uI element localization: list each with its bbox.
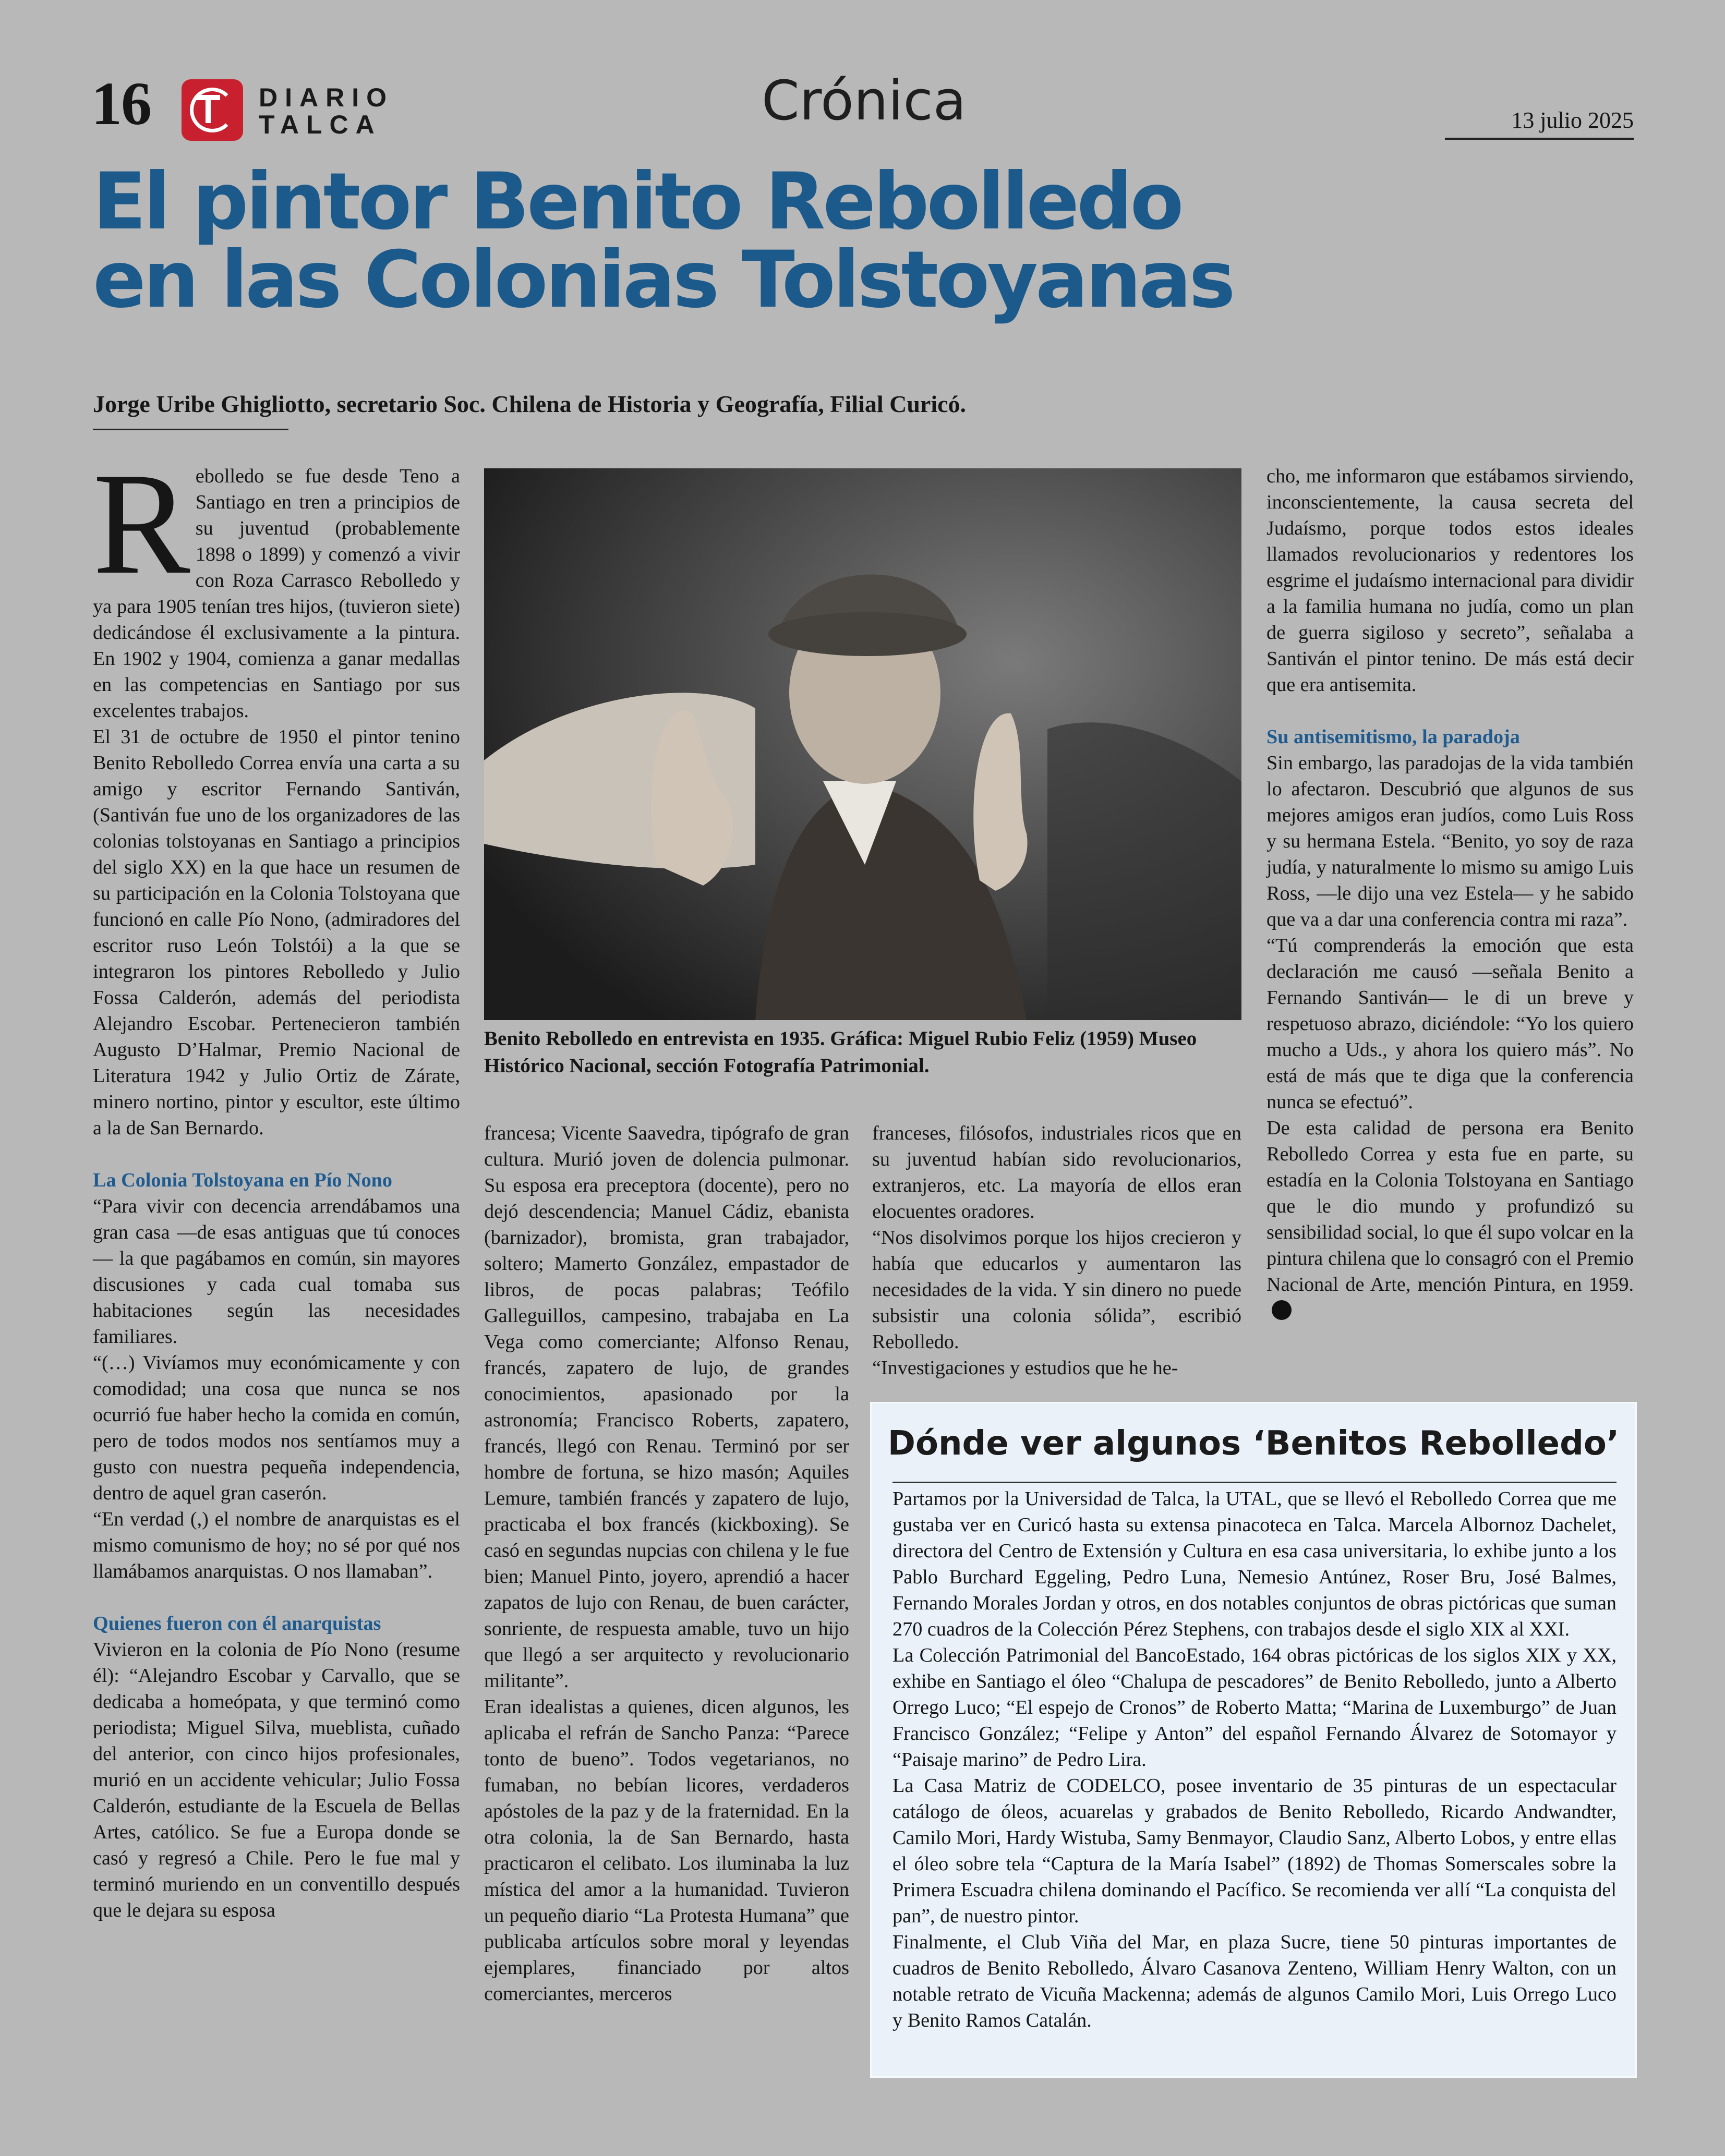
paragraph: cho, me informaron que estábamos sirviendo, inconscientemente, la causa secreta del Judaísmo, porque todos estos ideales llamados revolucionarios y redentores los esgrime el judaísmo internacional para dividir a la familia humana no judía, como un plan de guerra sigiloso y secreto”, señalaba a Santiván el pintor tenino. De más está decir que era antisemita. xyxy=(1266,465,1634,696)
paragraph: Sin embargo, las paradojas de la vida también lo afectaron. Descubrió que algunos de sus mejores amigos eran judíos, como Luis Ross y su hermana Estela. “Benito, yo soy de raza judía, y naturalmente lo mismo su amigo Luis Ross, —le dijo una vez Estela— y he sabido que va a dar una conferencia contra mi raza”. xyxy=(1266,752,1634,930)
drop-cap: R xyxy=(93,442,190,604)
byline-rule xyxy=(93,429,288,430)
article-column-3 xyxy=(872,1120,1241,1381)
paragraph: Eran idealistas a quienes, dicen algunos, les aplicaba el refrán de Sancho Panza: “Parece tonto de bueno”. Todos vegetarianos, no fumaban, no bebían licores, verdaderos apóstoles de la paz y de la fraternidad. En la otra colonia, la de San Bernardo, hasta practicaron el celibato. Los iluminaba la luz mística del amor a la humanidad. Tuvieron un pequeño diario “La Protesta Humana” que publicaba artículos sobre moral y leyendas ejemplares, financiado por altos comerciantes, merceros xyxy=(484,1696,849,2005)
paragraph: “Investigaciones y estudios que he he- xyxy=(872,1357,1178,1379)
sidebar-box-title: Dónde ver algunos ‘Benitos Rebolledo’ xyxy=(887,1424,1620,1463)
paragraph: ebolledo se fue desde Teno a Santiago en tren a principios de su juventud (probablemente 1898 o 1899) y comenzó a vivir con Roza Carrasco Rebolledo y ya para 1905 tenían tres hijos, (tuvieron siete) dedicándose él exclusivamente a la pintura. En 1902 y 1904, comienza a ganar medallas en las competencias en Santiago por sus excelentes trabajos. xyxy=(93,465,460,722)
paragraph: El 31 de octubre de 1950 el pintor tenino Benito Rebolledo Correa envía una carta a su amigo y escritor Fernando Santiván, (Santiván fue uno de los organizadores de las colonias tolstoyanas en Santiago a principios del siglo XX) en la que hace un resumen de su participación en la Colonia Tolstoyana que funcionó en calle Pío Nono, (admiradores del escritor ruso León Tolstói) a la que se integraron los pintores Rebolledo y Julio Fossa Calderón, además del periodista Alejandro Escobar. Pertenecieron también Augusto D’Halmar, Premio Nacional de Literatura 1942 y Julio Ortiz de Zárate, minero nortino, pintor y escultor, este último a la de San Bernardo. xyxy=(93,726,460,1139)
page-number: 16 xyxy=(91,69,151,138)
paragraph: La Casa Matriz de CODELCO, posee inventario de 35 pinturas de un espectacular catálogo de óleos, acuarelas y grabados de Benito Rebolledo, Ricardo Andwandter, Camilo Mori, Hardy Wistuba, Samy Benmayor, Claudio Sanz, Alberto Lobos, y entre ellas el óleo sobre tela “Captura de la María Isabel” (1892) de Thomas Somerscales sobre la Primera Escuadra chilena dominando el Pacífico. Se recomienda ver allí “La conquista del pan”, de nuestro pintor. xyxy=(892,1775,1617,1927)
sidebar-box-text xyxy=(892,1486,1617,2033)
article-column-4 xyxy=(1266,463,1634,1324)
sidebar-box-rule xyxy=(892,1482,1617,1483)
paragraph: Finalmente, el Club Viña del Mar, en plaza Sucre, tiene 50 pinturas importantes de cuadros de Benito Rebolledo, Álvaro Casanova Zenteno, William Henry Walton, con un notable retrato de Vicuña Mackenna; además de algunos Camilo Mori, Luis Orrego Luco y Benito Ramos Catalán. xyxy=(892,1931,1617,2031)
section-title: Crónica xyxy=(762,69,967,132)
paragraph: “(…) Vivíamos muy económicamente y con comodidad; una cosa que nunca se nos ocurrió fue haber hecho la comida en común, pero de todos modos nos sentíamos muy a gusto con nuestra pequeña independencia, dentro de aquel gran caserón. xyxy=(93,1352,460,1504)
paragraph: “Nos disolvimos porque los hijos crecieron y había que educarlos y aumentaron las necesidades de la vida. Y sin dinero no puede subsistir una colonia sólida”, escribió Rebolledo. xyxy=(872,1227,1241,1353)
paragraph-final-text: De esta calidad de persona era Benito Rebolledo Correa y esta fue en parte, su estadía en la Colonia Tolstoyana en Santiago que le dio mundo y profundizó su sensibilidad social, lo que él supo volcar en la pintura chilena que lo consagró con el Premio Nacional de Arte, mención Pintura, en 1959. xyxy=(1266,1117,1634,1295)
portrait-illustration xyxy=(484,468,1241,1020)
headline xyxy=(93,156,1658,325)
photo-benito-rebolledo xyxy=(484,468,1241,1020)
byline: Jorge Uribe Ghigliotto, secretario Soc. Chilena de Historia y Geografía, Filial Curicó. xyxy=(93,391,967,417)
photo-caption: Benito Rebolledo en entrevista en 1935. Gráfica: Miguel Rubio Feliz (1959) Museo Histórico Nacional, sección Fotografía Patrimonial. xyxy=(484,1027,1197,1077)
issue-date: 13 julio 2025 xyxy=(1445,107,1634,140)
paragraph: “Para vivir con decencia arrendábamos una gran casa —de esas antiguas que tú conoces— la que pagábamos en común, sin mayores discusiones y cada cual tomaba sus habitaciones según las necesidades familiares. xyxy=(93,1195,460,1348)
diario-talca-logo xyxy=(182,79,394,142)
paragraph: Partamos por la Universidad de Talca, la UTAL, que se llevó el Rebolledo Correa que me gustaba ver en Curicó hasta su extensa pinacoteca en Talca. Marcela Albornoz Dachelet, directora del Centro de Extensión y Cultura en esa casa universitaria, lo exhibe junto a los Pablo Burchard Eggeling, Pedro Luna, Nemesio Antúnez, Roser Bru, José Balmes, Fernando Morales Jordan y otros, en dos notables conjuntos de obras pictóricas que suman 270 cuadros de la Colección Pérez Stephens, con trabajos desde el siglo XIX al XXI. xyxy=(892,1488,1617,1640)
logo-text-talca: TALCA xyxy=(259,110,382,139)
paragraph: Vivieron en la colonia de Pío Nono (resume él): “Alejandro Escobar y Carvallo, que se dedicaba a homeópata, y que terminó como periodista; Miguel Silva, mueblista, cuñado del anterior, con cinco hijos profesionales, murió en un accidente vehicular; Julio Fossa Calderón, estudiante de la Escuela de Bellas Artes, católico. Se fue a Europa donde se casó y regresó a Chile. Pero le fue mal y terminó muriendo en un conventillo después que le dejara su esposa xyxy=(93,1639,460,1921)
paragraph: “Tú comprenderás la emoción que esta declaración me causó —señala Benito a Fernando Santiván— le di un breve y respetuoso abrazo, diciéndole: “Yo los quiero mucho a Uds., y ahora los quiero más”. No está de más que te diga que la conferencia nunca se efectuó”. xyxy=(1266,935,1634,1113)
logo-mark-icon xyxy=(182,79,243,141)
paragraph: franceses, filósofos, industriales ricos que en su juventud habían sido revolucionarios, extranjeros, etc. La mayoría de ellos eran elocuentes oradores. xyxy=(872,1122,1241,1222)
paragraph: “En verdad (,) el nombre de anarquistas es el mismo comunismo de hoy; no sé por qué nos llamábamos anarquistas. O nos llamaban”. xyxy=(93,1508,460,1582)
headline-line-1: El pintor Benito Rebolledo xyxy=(93,156,1181,247)
headline-line-2: en las Colonias Tolstoyanas xyxy=(93,235,1233,325)
article-column-2 xyxy=(484,1120,849,2007)
subheading-quienes-fueron: Quienes fueron con él anarquistas xyxy=(93,1613,381,1634)
subheading-antisemitismo: Su antisemitismo, la paradoja xyxy=(1266,726,1520,748)
article-column-1 xyxy=(93,442,460,1923)
sidebar-box xyxy=(870,1402,1637,2078)
end-mark-icon xyxy=(1272,1300,1292,1320)
paragraph: francesa; Vicente Saavedra, tipógrafo de gran cultura. Murió joven de dolencia pulmonar. Su esposa era preceptora (docente), pero no dejó descendencia; Manuel Cádiz, ebanista (barnizador), bromista, gran trabajador, soltero; Mamerto González, empastador de libros, de pocas palabras; Teófilo Galleguillos, campesino, trabajaba en La Vega como comerciante; Alfonso Renau, francés, zapatero de lujo, de grandes conocimientos, apasionado por la astronomía; Francisco Roberts, zapatero, francés, llegó con Renau. Terminó por ser hombre de fortuna, se hizo masón; Aquiles Lemure, también francés y zapatero de lujo, practicaba el box francés (kickboxing). Se casó en segundas nupcias con chilena y le fue bien; Manuel Pinto, joyero, aprendió a hacer zapatos de lujo con Renau, de buen carácter, sonriente, de respuesta amable, tuvo un hijo que llegó a ser arquitecto y revolucionario militante”. xyxy=(484,1122,849,1692)
logo-text-diario: DIARIO xyxy=(259,83,394,112)
paragraph-final xyxy=(1266,1115,1634,1324)
subheading-colonia-pio-nono: La Colonia Tolstoyana en Pío Nono xyxy=(93,1169,393,1191)
paragraph: La Colección Patrimonial del BancoEstado, 164 obras pictóricas de los siglos XIX y XX, exhibe en Santiago el óleo “Chalupa de pescadores” de Benito Rebolledo, junto a Alberto Orrego Luco; “El espejo de Cronos” de Roberto Matta; “Marina de Luxemburgo” de Juan Francisco González; “Felipe y Anton” del español Fernando Álvarez de Sotomayor y “Paisaje marino” de Pedro Lira. xyxy=(892,1644,1617,1771)
